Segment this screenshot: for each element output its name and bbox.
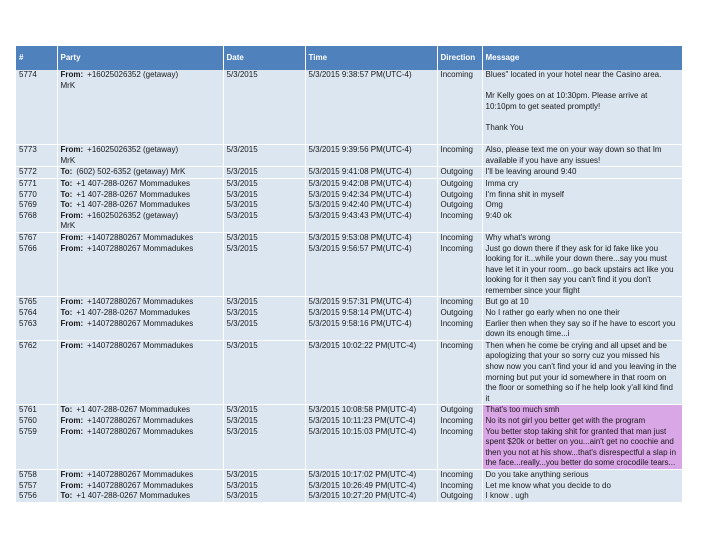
header-message: Message [482, 46, 682, 70]
message-cell: 9:40 ok [482, 211, 682, 233]
message-log-sheet [16, 46, 682, 502]
message-cell: Blues" located in your hotel near the Casino area. Mr Kelly goes on at 10:30pm. Please arrive at 10:10pm to get seated promptly! Thank You [482, 70, 682, 145]
row-number: 5761 [16, 405, 57, 416]
direction-cell: Incoming [437, 297, 482, 308]
time-cell: 5/3/2015 9:57:31 PM(UTC-4) [305, 297, 437, 308]
message-cell: I know . ugh [482, 491, 682, 502]
row-number: 5773 [16, 145, 57, 167]
table-row [16, 244, 682, 297]
message-cell: Let me know what you decide to do [482, 481, 682, 492]
party-value: +16025026352 (getaway) MrK [60, 210, 179, 231]
row-number: 5760 [16, 416, 57, 427]
time-cell: 5/3/2015 9:58:16 PM(UTC-4) [305, 319, 437, 341]
row-number: 5765 [16, 297, 57, 308]
message-cell: Do you take anything serious [482, 469, 682, 480]
time-cell: 5/3/2015 10:17:02 PM(UTC-4) [305, 469, 437, 480]
message-cell: Imma cry [482, 178, 682, 189]
message-cell: But go at 10 [482, 297, 682, 308]
header-number: # [16, 46, 57, 70]
party-direction-label: From: [60, 318, 84, 328]
direction-cell: Incoming [437, 232, 482, 243]
party-value: +1 407-288-0267 Mommadukes [76, 200, 190, 210]
message-cell: Omg [482, 200, 682, 211]
time-cell: 5/3/2015 9:42:34 PM(UTC-4) [305, 190, 437, 201]
date-cell: 5/3/2015 [223, 319, 305, 341]
party-direction-label: From: [60, 232, 84, 242]
party-direction-label: From: [60, 426, 84, 436]
time-cell: 5/3/2015 9:58:14 PM(UTC-4) [305, 308, 437, 319]
direction-cell: Outgoing [437, 190, 482, 201]
table-row [16, 190, 682, 201]
message-cell: Then when he come be crying and all upset and be apologizing that your so sorry cuz you missed his show now you can't find your id and you leaving in the morning but put your id somewhere in that room on the floor or something so if he help look y'all kind find it [482, 340, 682, 405]
message-cell: Just go down there if they ask for id fake like you looking for it...while your down there...say you must have let it in your room...go back upstairs act like you looking for it then say you can't find it you don't remember since your flight [482, 244, 682, 297]
header-date: Date [223, 46, 305, 70]
party-cell [57, 308, 223, 319]
time-cell: 5/3/2015 10:02:22 PM(UTC-4) [305, 340, 437, 405]
table-row [16, 469, 682, 480]
date-cell: 5/3/2015 [223, 427, 305, 470]
table-row [16, 481, 682, 492]
table-row [16, 145, 682, 167]
date-cell: 5/3/2015 [223, 308, 305, 319]
party-cell [57, 416, 223, 427]
date-cell: 5/3/2015 [223, 469, 305, 480]
direction-cell: Outgoing [437, 200, 482, 211]
message-cell: I'm finna shit in myself [482, 190, 682, 201]
row-number: 5764 [16, 308, 57, 319]
message-cell: No I rather go early when no one their [482, 308, 682, 319]
direction-cell: Outgoing [437, 405, 482, 416]
row-number: 5772 [16, 167, 57, 179]
party-value: +14072880267 Mommadukes [87, 318, 194, 328]
party-direction-label: From: [60, 340, 84, 350]
party-value: +1 407-288-0267 Mommadukes [76, 405, 190, 415]
party-direction-label: From: [60, 70, 84, 79]
header-row [16, 46, 682, 70]
party-cell [57, 70, 223, 145]
party-value: +14072880267 Mommadukes [87, 340, 194, 350]
direction-cell: Outgoing [437, 178, 482, 189]
time-cell: 5/3/2015 10:26:49 PM(UTC-4) [305, 481, 437, 492]
date-cell: 5/3/2015 [223, 178, 305, 189]
row-number: 5759 [16, 427, 57, 470]
party-value: +1 407-288-0267 Mommadukes [76, 491, 190, 501]
date-cell: 5/3/2015 [223, 70, 305, 145]
direction-cell: Incoming [437, 469, 482, 480]
message-cell: That's too much smh [482, 405, 682, 416]
party-cell [57, 319, 223, 341]
direction-cell: Incoming [437, 481, 482, 492]
row-number: 5757 [16, 481, 57, 492]
party-value: +16025026352 (getaway) MrK [60, 145, 179, 165]
date-cell: 5/3/2015 [223, 200, 305, 211]
party-value: +14072880267 Mommadukes [87, 480, 194, 490]
header-time: Time [305, 46, 437, 70]
party-direction-label: From: [60, 469, 84, 479]
direction-cell: Incoming [437, 427, 482, 470]
row-number: 5762 [16, 340, 57, 405]
table-row [16, 319, 682, 341]
party-value: (602) 502-6352 (getaway) MrK [76, 167, 186, 177]
time-cell: 5/3/2015 9:42:08 PM(UTC-4) [305, 178, 437, 189]
party-value: +14072880267 Mommadukes [87, 426, 194, 436]
direction-cell: Incoming [437, 340, 482, 405]
party-cell [57, 297, 223, 308]
party-value: +14072880267 Mommadukes [87, 243, 194, 253]
row-number: 5774 [16, 70, 57, 145]
direction-cell: Incoming [437, 145, 482, 167]
direction-cell: Incoming [437, 416, 482, 427]
table-row [16, 167, 682, 179]
time-cell: 5/3/2015 10:11:23 PM(UTC-4) [305, 416, 437, 427]
party-value: +14072880267 Mommadukes [87, 232, 194, 242]
party-direction-label: From: [60, 416, 84, 425]
direction-cell: Outgoing [437, 167, 482, 179]
party-cell [57, 491, 223, 502]
party-direction-label: From: [60, 145, 84, 155]
row-number: 5771 [16, 178, 57, 189]
party-cell [57, 190, 223, 201]
table-row [16, 416, 682, 427]
row-number: 5770 [16, 190, 57, 201]
party-direction-label: From: [60, 480, 84, 490]
party-cell [57, 469, 223, 480]
table-row [16, 200, 682, 211]
row-number: 5766 [16, 244, 57, 297]
direction-cell: Incoming [437, 244, 482, 297]
party-direction-label: To: [60, 167, 73, 177]
party-direction-label: To: [60, 189, 73, 199]
party-cell [57, 178, 223, 189]
time-cell: 5/3/2015 10:27:20 PM(UTC-4) [305, 491, 437, 502]
party-cell [57, 340, 223, 405]
row-number: 5763 [16, 319, 57, 341]
date-cell: 5/3/2015 [223, 167, 305, 179]
date-cell: 5/3/2015 [223, 145, 305, 167]
date-cell: 5/3/2015 [223, 491, 305, 502]
message-cell: Why what's wrong [482, 232, 682, 243]
date-cell: 5/3/2015 [223, 340, 305, 405]
table-row [16, 427, 682, 470]
party-cell [57, 211, 223, 233]
party-value: +16025026352 (getaway) MrK [60, 70, 179, 90]
table-row [16, 297, 682, 308]
direction-cell: Outgoing [437, 308, 482, 319]
date-cell: 5/3/2015 [223, 211, 305, 233]
table-row [16, 211, 682, 233]
date-cell: 5/3/2015 [223, 232, 305, 243]
time-cell: 5/3/2015 9:43:43 PM(UTC-4) [305, 211, 437, 233]
party-direction-label: To: [60, 405, 73, 415]
party-cell [57, 481, 223, 492]
table-row [16, 340, 682, 405]
time-cell: 5/3/2015 9:38:57 PM(UTC-4) [305, 70, 437, 145]
message-cell: No its not girl you better get with the program [482, 416, 682, 427]
party-direction-label: From: [60, 297, 84, 307]
message-cell: I'll be leaving around 9:40 [482, 167, 682, 179]
party-value: +14072880267 Mommadukes [87, 469, 194, 479]
row-number: 5769 [16, 200, 57, 211]
table-row [16, 405, 682, 416]
party-direction-label: From: [60, 243, 84, 253]
header-direction: Direction [437, 46, 482, 70]
time-cell: 5/3/2015 10:15:03 PM(UTC-4) [305, 427, 437, 470]
time-cell: 5/3/2015 10:08:58 PM(UTC-4) [305, 405, 437, 416]
row-number: 5756 [16, 491, 57, 502]
message-cell: Also, please text me on your way down so that Im available if you have any issues! [482, 145, 682, 167]
party-direction-label: To: [60, 178, 73, 188]
party-cell [57, 145, 223, 167]
row-number: 5758 [16, 469, 57, 480]
party-cell [57, 427, 223, 470]
date-cell: 5/3/2015 [223, 416, 305, 427]
message-log-table [16, 46, 683, 502]
date-cell: 5/3/2015 [223, 405, 305, 416]
direction-cell: Outgoing [437, 491, 482, 502]
party-cell [57, 167, 223, 179]
table-row [16, 491, 682, 502]
table-row [16, 232, 682, 243]
time-cell: 5/3/2015 9:39:56 PM(UTC-4) [305, 145, 437, 167]
party-value: +1 407-288-0267 Mommadukes [76, 189, 190, 199]
party-direction-label: To: [60, 308, 73, 318]
direction-cell: Incoming [437, 70, 482, 145]
direction-cell: Incoming [437, 319, 482, 341]
time-cell: 5/3/2015 9:41:08 PM(UTC-4) [305, 167, 437, 179]
party-cell [57, 405, 223, 416]
party-value: +14072880267 Mommadukes [87, 297, 194, 307]
time-cell: 5/3/2015 9:53:08 PM(UTC-4) [305, 232, 437, 243]
direction-cell: Incoming [437, 211, 482, 233]
time-cell: 5/3/2015 9:42:40 PM(UTC-4) [305, 200, 437, 211]
party-cell [57, 200, 223, 211]
time-cell: 5/3/2015 9:56:57 PM(UTC-4) [305, 244, 437, 297]
party-direction-label: To: [60, 491, 73, 501]
date-cell: 5/3/2015 [223, 190, 305, 201]
party-direction-label: To: [60, 200, 73, 210]
party-value: +1 407-288-0267 Mommadukes [76, 308, 190, 318]
table-row [16, 178, 682, 189]
table-row [16, 308, 682, 319]
date-cell: 5/3/2015 [223, 297, 305, 308]
table-body [16, 70, 682, 502]
party-value: +1 407-288-0267 Mommadukes [76, 178, 190, 188]
party-value: +14072880267 Mommadukes [87, 416, 194, 425]
party-cell [57, 244, 223, 297]
date-cell: 5/3/2015 [223, 244, 305, 297]
table-row [16, 70, 682, 145]
party-direction-label: From: [60, 210, 84, 220]
party-cell [57, 232, 223, 243]
row-number: 5768 [16, 211, 57, 233]
message-cell: Earlier then when they say so if he have to escort you down its enough time...i [482, 319, 682, 341]
row-number: 5767 [16, 232, 57, 243]
message-cell: You better stop taking shit for granted that man just spent $20k or better on you...ain't get no coochie and then you not at his show...that's disrespectful a slap in the face...really...you better do some crocodile tears... [482, 427, 682, 470]
date-cell: 5/3/2015 [223, 481, 305, 492]
header-party: Party [57, 46, 223, 70]
